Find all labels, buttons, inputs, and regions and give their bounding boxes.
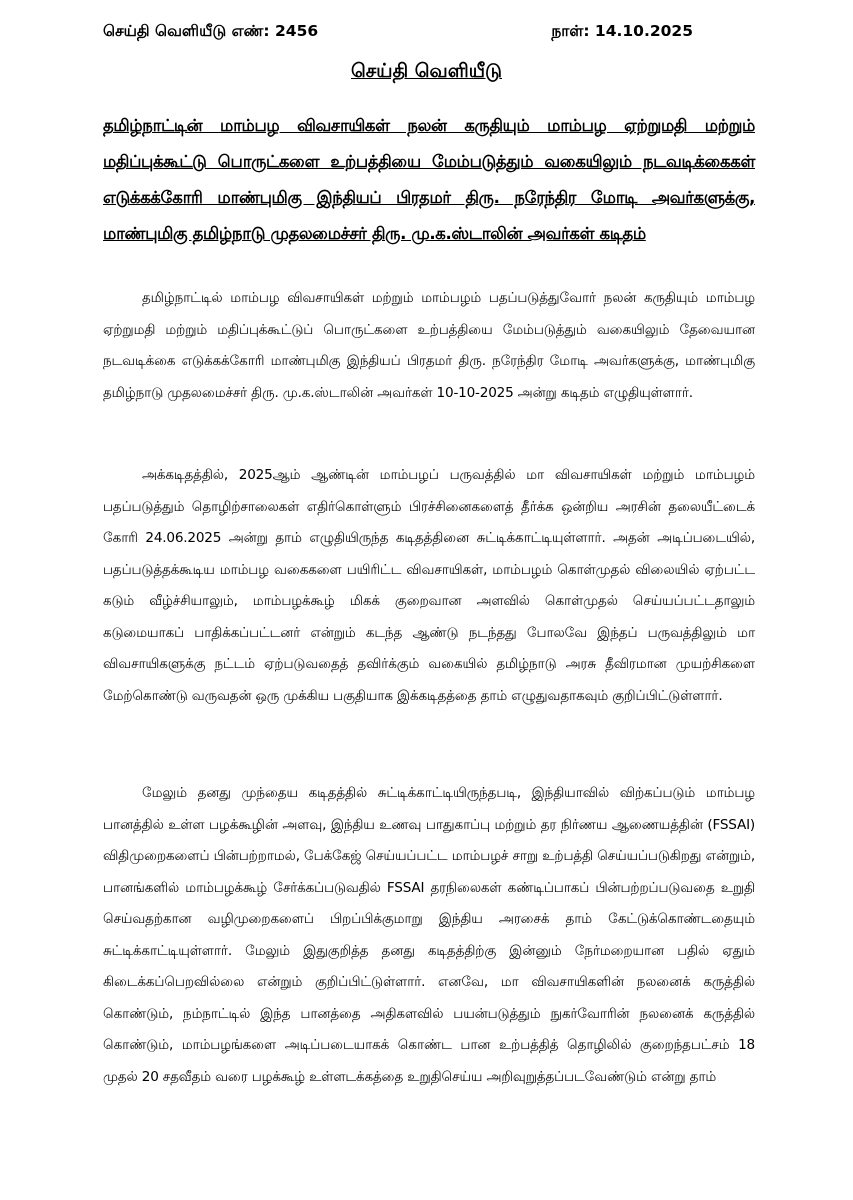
- document-title: செய்தி வெளியீடு: [350, 60, 502, 82]
- paragraph-1: தமிழ்நாட்டில் மாம்பழ விவசாயிகள் மற்றும் மாம்பழம் பதப்படுத்துவோர் நலன் கருதியும் மாம்பழ ஏற்றுமதி மற்றும் மதிப்புக்கூட்டுப் பொருட்களை உற்பத்தியை மேம்படுத்தும் வகையிலும் தேவையான நடவடிக்கை எடுக்கக்கோரி மாண்புமிகு இந்தியப் பிரதமர் திரு. நரேந்திர மோடி அவர்களுக்கு, மாண்புமிகு தமிழ்நாடு முதலமைச்சர் திரு. மு.க.ஸ்டாலின் அவர்கள் 10-10-2025 அன்று கடிதம் எழுதியுள்ளார்.: [103, 290, 755, 401]
- release-date: நாள்: 14.10.2025: [551, 22, 693, 40]
- paragraph-2: அக்கடிதத்தில், 2025ஆம் ஆண்டின் மாம்பழப் பருவத்தில் மா விவசாயிகள் மற்றும் மாம்பழம் பதப்படுத்தும் தொழிற்சாலைகள் எதிர்கொள்ளும் பிரச்சினைகளைத் தீர்க்க ஒன்றிய அரசின் தலையீட்டைக் கோரி 24.06.2025 அன்று தாம் எழுதியிருந்த கடிதத்தினை சுட்டிக்காட்டியுள்ளார். அதன் அடிப்படையில், பதப்படுத்தக்கூடிய மாம்பழ வகைகளை பயிரிட்ட விவசாயிகள், மாம்பழம் கொள்முதல் விலையில் ஏற்பட்ட கடும் வீழ்ச்சியாலும், மாம்பழக்கூழ் மிகக் குறைவான அளவில் கொள்முதல் செய்யப்பட்டதாலும் கடுமையாகப் பாதிக்கப்பட்டனர் என்றும் கடந்த ஆண்டு நடந்தது போலவே இந்தப் பருவத்திலும் மா விவசாயிகளுக்கு நட்டம் ஏற்படுவதைத் தவிர்க்கும் வகையில் தமிழ்நாடு அரசு தீவிரமான முயற்சிகளை மேற்கொண்டு வருவதன் ஒரு முக்கிய பகுதியாக இக்கடிதத்தை தாம் எழுதுவதாகவும் குறிப்பிட்டுள்ளார்.: [103, 467, 755, 704]
- headline: தமிழ்நாட்டின் மாம்பழ விவசாயிகள் நலன் கருதியும் மாம்பழ ஏற்றுமதி மற்றும் மதிப்புக்கூட்டு பொருட்களை உற்பத்தியை மேம்படுத்தும் வகையிலும் நடவடிக்கைகள் எடுக்கக்கோரி மாண்புமிகு இந்தியப் பிரதமர் திரு. நரேந்திர மோடி அவர்களுக்கு, மாண்புமிகு தமிழ்நாடு முதலமைச்சர் திரு. மு.க.ஸ்டாலின் அவர்கள் கடிதம்: [103, 116, 755, 243]
- paragraph-3: மேலும் தனது முந்தைய கடிதத்தில் சுட்டிக்காட்டியிருந்தபடி, இந்தியாவில் விற்கப்படும் மாம்பழ பானத்தில் உள்ள பழக்கூழின் அளவு, இந்திய உணவு பாதுகாப்பு மற்றும் தர நிர்ணய ஆணையத்தின் (FSSAI) விதிமுறைகளைப் பின்பற்றாமல், பேக்கேஜ் செய்யப்பட்ட மாம்பழச் சாறு உற்பத்தி செய்யப்படுகிறது என்றும், பானங்களில் மாம்பழக்கூழ் சேர்க்கப்படுவதில் FSSAI தரநிலைகள் கண்டிப்பாகப் பின்பற்றப்படுவதை உறுதி செய்வதற்கான வழிமுறைகளைப் பிறப்பிக்குமாறு இந்திய அரசைக் தாம் கேட்டுக்கொண்டதையும் சுட்டிக்காட்டியுள்ளார். மேலும் இதுகுறித்த தனது கடிதத்திற்கு இன்னும் நேர்மறையான பதில் ஏதும் கிடைக்கப்பெறவில்லை என்றும் குறிப்பிட்டுள்ளார். எனவே, மா விவசாயிகளின் நலனைக் கருத்தில் கொண்டும், நம்நாட்டில் இந்த பானத்தை அதிகளவில் பயன்படுத்தும் நுகர்வோரின் நலனைக் கருத்தில் கொண்டும், மாம்பழங்களை அடிப்படையாகக் கொண்ட பான உற்பத்தித் தொழிலில் குறைந்தபட்சம் 18 முதல் 20 சதவீதம் வரை பழக்கூழ் உள்ளடக்கத்தை உறுதிசெய்ய அறிவுறுத்தப்படவேண்டும் என்று தாம்: [103, 785, 755, 1085]
- header-row: [103, 22, 693, 42]
- release-number: செய்தி வெளியீடு எண்: 2456: [103, 22, 319, 40]
